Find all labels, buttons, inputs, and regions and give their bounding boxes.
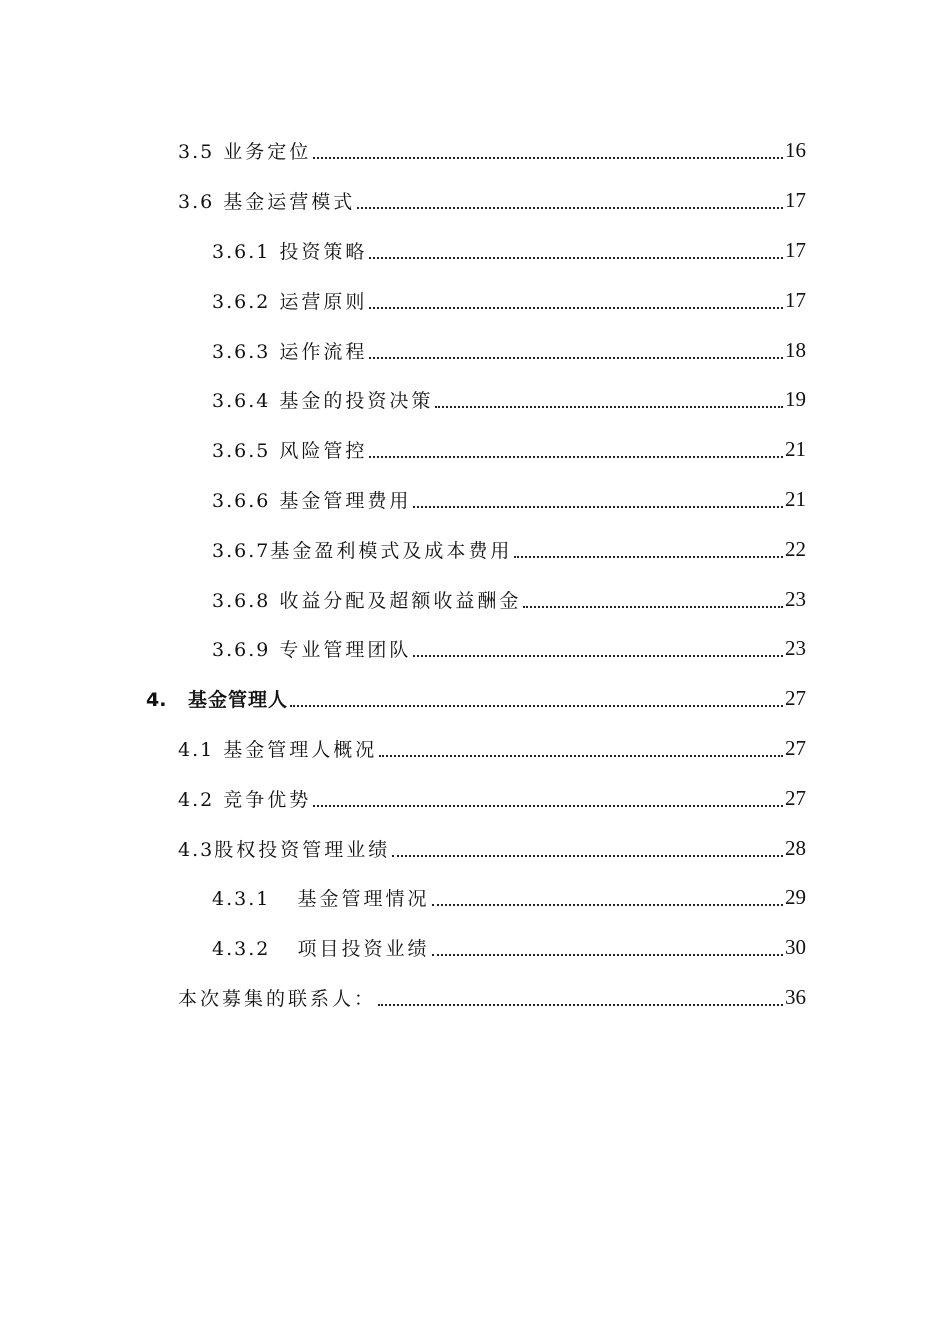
toc-entry-title: [178, 187, 355, 214]
toc-entry-text: 本次募集的联系人：: [178, 987, 377, 1010]
toc-page-number: 18: [785, 337, 806, 362]
toc-entry-title: [178, 785, 311, 812]
toc-entry-text: 基金盈利模式及成本费用: [270, 539, 513, 562]
toc-entry-text: 投资策略: [279, 240, 368, 263]
toc-entry-text: 风险管控: [279, 440, 368, 463]
toc-page-number: 30: [785, 935, 806, 960]
toc-entry-number: 3.6.3: [212, 340, 271, 363]
toc-dot-leader: [413, 505, 783, 508]
toc-page-number: 29: [785, 885, 806, 910]
toc-entry[interactable]: [0, 823, 950, 873]
toc-entry-number: 3.5: [178, 141, 215, 164]
toc-dot-leader: [290, 704, 783, 707]
toc-entry-number: 3.6.1: [212, 240, 271, 263]
toc-entry[interactable]: [0, 176, 950, 226]
toc-dot-leader: [369, 256, 783, 259]
toc-entry-title: [212, 337, 367, 364]
toc-entry-text: 业务定位: [223, 141, 312, 164]
toc-entry-number: 4.3: [178, 838, 215, 861]
toc-page-number: 28: [785, 835, 806, 860]
toc-page-number: 17: [785, 287, 806, 312]
toc-dot-leader: [514, 555, 783, 558]
toc-entry-title: [178, 137, 311, 164]
toc-dot-leader: [432, 953, 784, 956]
toc-page-number: 21: [785, 437, 806, 462]
toc-dot-leader: [432, 903, 784, 906]
toc-entry[interactable]: [0, 873, 950, 923]
toc-entry-text: 运营原则: [279, 290, 368, 313]
table-of-contents: [0, 126, 950, 1022]
toc-dot-leader: [313, 804, 783, 807]
toc-entry-title: [212, 635, 411, 662]
toc-entry-number: 3.6.8: [212, 589, 271, 612]
toc-entry-chapter[interactable]: [0, 674, 950, 724]
toc-entry-text: 专业管理团队: [279, 639, 412, 662]
toc-entry-title: [212, 536, 512, 563]
toc-entry-number: 3.6.2: [212, 290, 271, 313]
toc-dot-leader: [369, 306, 783, 309]
toc-entry[interactable]: [0, 226, 950, 276]
toc-entry-title: [212, 237, 367, 264]
toc-entry-title: [178, 735, 377, 762]
toc-entry-title: [212, 586, 521, 613]
toc-entry-number: 4.3.2: [212, 938, 271, 961]
toc-dot-leader: [435, 405, 783, 408]
toc-entry-text: 基金管理人: [188, 689, 289, 712]
toc-page-number: 17: [785, 188, 806, 213]
toc-entry[interactable]: [0, 624, 950, 674]
toc-entry[interactable]: [0, 574, 950, 624]
toc-page-number: 16: [785, 138, 806, 163]
toc-page-number: 27: [785, 686, 806, 711]
toc-entry-number: 4.3.1: [212, 888, 271, 911]
toc-entry-text: 基金的投资决策: [279, 390, 434, 413]
toc-entry-title: [178, 984, 376, 1011]
toc-entry[interactable]: [0, 923, 950, 973]
toc-page-number: 23: [785, 636, 806, 661]
toc-dot-leader: [392, 854, 783, 857]
toc-dot-leader: [357, 206, 783, 209]
toc-dot-leader: [379, 754, 783, 757]
toc-entry-number: 3.6.6: [212, 489, 271, 512]
toc-entry-contacts[interactable]: [0, 973, 950, 1023]
toc-entry-text: 收益分配及超额收益酬金: [279, 589, 522, 612]
toc-page-number: 22: [785, 536, 806, 561]
toc-entry-text: 股权投资管理业绩: [214, 838, 391, 861]
toc-entry-text: 基金管理情况: [297, 888, 430, 911]
toc-page-number: 21: [785, 486, 806, 511]
toc-dot-leader: [378, 1003, 783, 1006]
toc-entry-title: [212, 486, 411, 513]
toc-page-number: 17: [785, 237, 806, 262]
toc-entry-title: [212, 386, 433, 413]
toc-entry[interactable]: [0, 475, 950, 525]
toc-entry-title: [212, 934, 430, 961]
toc-dot-leader: [413, 654, 783, 657]
toc-page-number: 27: [785, 785, 806, 810]
toc-entry-text: 基金运营模式: [223, 191, 356, 214]
toc-dot-leader: [369, 455, 783, 458]
toc-entry-text: 基金管理人概况: [223, 738, 378, 761]
toc-entry-number: 3.6.7: [212, 539, 271, 562]
toc-entry[interactable]: [0, 773, 950, 823]
toc-entry[interactable]: [0, 325, 950, 375]
toc-entry-number: 4.2: [178, 788, 215, 811]
toc-entry-text: 基金管理费用: [279, 489, 412, 512]
toc-entry-number: 3.6: [178, 191, 215, 214]
toc-page-number: 36: [785, 984, 806, 1009]
toc-page-number: 27: [785, 735, 806, 760]
toc-entry-title: [178, 835, 390, 862]
toc-page-number: 23: [785, 586, 806, 611]
toc-entry-number: 3.6.5: [212, 440, 271, 463]
toc-entry-number: 4.: [146, 689, 167, 712]
toc-page-number: 19: [785, 387, 806, 412]
toc-entry-title: [146, 685, 288, 712]
toc-dot-leader: [369, 356, 783, 359]
toc-entry[interactable]: [0, 425, 950, 475]
toc-entry[interactable]: [0, 275, 950, 325]
toc-entry[interactable]: [0, 524, 950, 574]
toc-entry-text: 项目投资业绩: [297, 938, 430, 961]
toc-entry-text: 竞争优势: [223, 788, 312, 811]
toc-entry-text: 运作流程: [279, 340, 368, 363]
toc-entry[interactable]: [0, 375, 950, 425]
toc-entry-number: 4.1: [178, 738, 215, 761]
toc-entry-title: [212, 436, 367, 463]
toc-dot-leader: [523, 605, 783, 608]
toc-entry-number: 3.6.9: [212, 639, 271, 662]
toc-dot-leader: [313, 156, 783, 159]
toc-entry-title: [212, 287, 367, 314]
toc-entry[interactable]: [0, 126, 950, 176]
toc-entry-number: 3.6.4: [212, 390, 271, 413]
toc-entry-title: [212, 884, 430, 911]
toc-entry[interactable]: [0, 724, 950, 774]
